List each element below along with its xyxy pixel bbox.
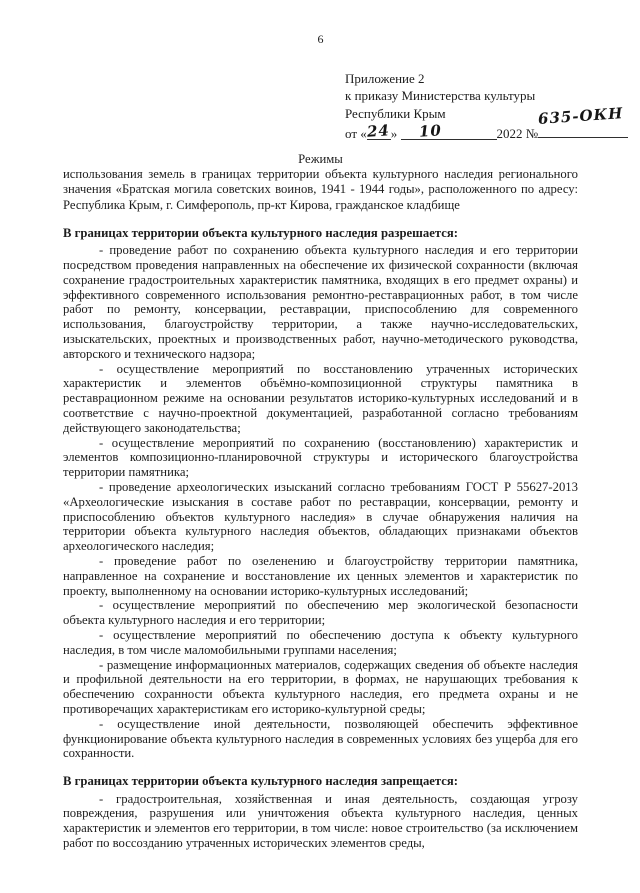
date-number-sign: №: [525, 125, 539, 141]
permitted-item-3: - осуществление мероприятий по сохранению (восстановлению) характеристик и элементов композиционно-планировочной структуры и исторического благоустройства территории памятника;: [63, 435, 578, 480]
permitted-item-4: - проведение археологических изысканий согласно требованиям ГОСТ Р 55627-2013 «Археологические изыскания в составе работ по реставрации, консервации, ремонту и приспособлению объектов культурного наследия» в случае обнаружения наличия на территории объекта культурного наследия объектов, обладающих признаками объектов археологического наследия;: [63, 480, 578, 554]
order-number-blank: [537, 103, 628, 138]
date-close-quote: »: [390, 125, 398, 141]
permitted-item-9: - осуществление иной деятельности, позволяющей обеспечить эффективное функционирование объекта культурного наследия в современных условиях без ущерба для его сохранности.: [63, 716, 578, 761]
date-month-blank: [401, 121, 497, 141]
permitted-item-7: - осуществление мероприятий по обеспечению доступа к объекту культурного наследия, в том числе маломобильными группами населения;: [63, 628, 578, 657]
handwritten-order-number: 635-ОКН: [537, 103, 625, 128]
permitted-item-8: - размещение информационных материалов, содержащих сведения об объекте наследия и профильной деятельности на его территории, в формах, не нарушающих требования к обеспечению сохранности объекта культурного наследия, его предмета охраны и не противоречащих характеристикам его историко-культурной среды;: [63, 657, 578, 716]
page-number: 6: [317, 32, 324, 46]
appendix-line-2: к приказу Министерства культуры: [345, 88, 536, 104]
section-heading-prohibited: В границах территории объекта культурного наследия запрещается:: [63, 774, 459, 789]
permitted-item-5: - проведение работ по озеленению и благоустройству территории памятника, направленное на сохранение и восстановление их ценных элементов и характеристик по проекту, выполненному на основании историко-культурных исследований;: [63, 554, 578, 598]
handwritten-day: 24: [366, 121, 391, 141]
date-year: 2022: [496, 125, 523, 141]
title-body: использования земель в границах территории объекта культурного наследия регионального значения «Братская могила советских воинов, 1941 - 1944 годы», расположенного по адресу: Республика Крым, г. Симферополь, пр-кт Кирова, гражданское кладбище: [63, 167, 578, 212]
appendix-header: [345, 70, 625, 142]
document-title: Режимы: [298, 152, 343, 167]
appendix-line-3: Республики Крым: [345, 105, 446, 121]
prohibited-item-1: - градостроительная, хозяйственная и иная деятельность, создающая угрозу повреждения, разрушения или уничтожения объекта культурного наследия, ценных характеристик и элементов его территории, в том числе: новое строительство (за исключением работ по воссозданию утраченных исторических элементов среды,: [63, 791, 578, 851]
permitted-item-6: - осуществление мероприятий по обеспечению мер экологической безопасности объекта культурного наследия и его территории;: [63, 598, 578, 628]
section-heading-permitted: В границах территории объекта культурного наследия разрешается:: [63, 225, 458, 240]
permitted-item-2: - осуществление мероприятий по восстановлению утраченных исторических характеристик и элементов объёмно-композиционной структуры памятника в реставрационном режиме на основании результатов историко-культурных исследований и в соответствие с научно-проектной документацией, разработанной согласно требованиям действующего законодательства;: [63, 361, 578, 435]
appendix-line-1: Приложение 2: [345, 71, 425, 86]
handwritten-month: 10: [417, 121, 442, 141]
date-prefix: от «: [345, 125, 367, 141]
permitted-item-1: - проведение работ по сохранению объекта культурного наследия и его территории посредством проведения направленных на обеспечение их физической сохранности (включая сохранение градостроительных характеристик памятника, входящих в его предмет охраны) и эффективного современного использования ремонтно-реставрационных работ, в том числе работ по ремонту, консервации, реставрации, приспособлению для современного использования, благоустройству территории, а также научно-исследовательских, изыскательских, проектных и производственных работ, научно-методического руководства, авторского и технического надзора;: [63, 243, 578, 361]
date-day-blank: [366, 121, 391, 141]
